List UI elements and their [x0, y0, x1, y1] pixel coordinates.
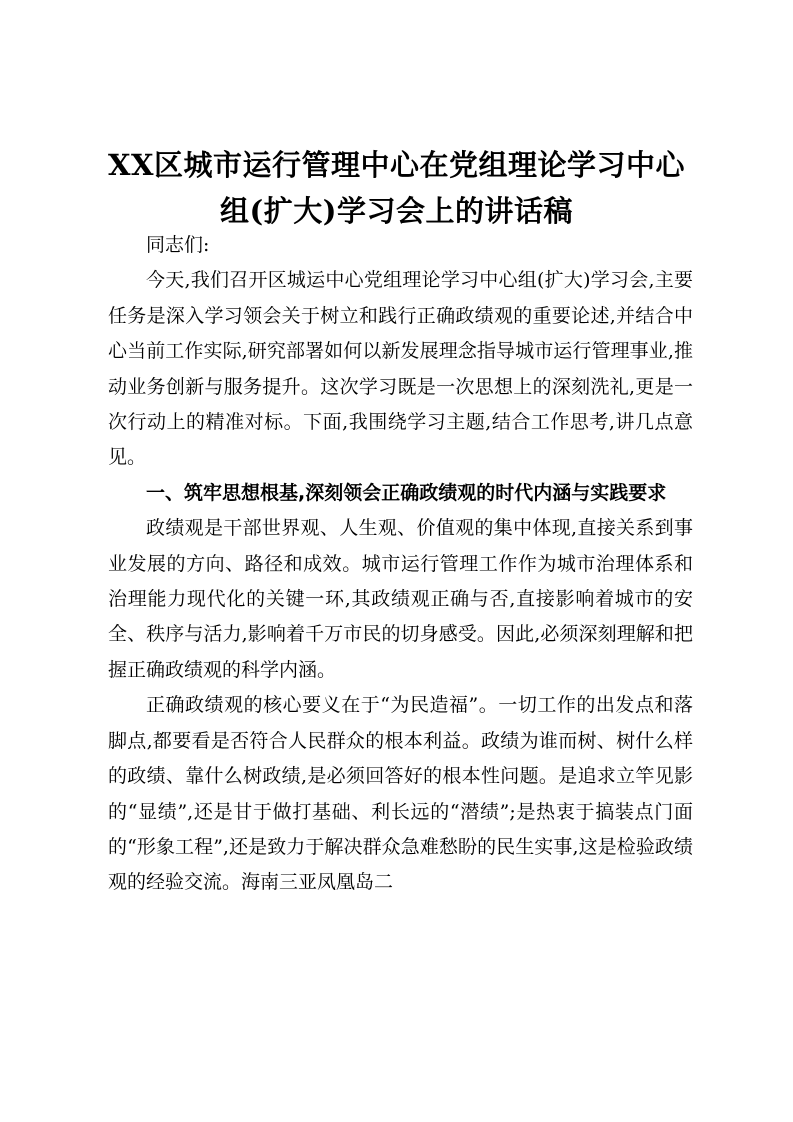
title-line-1: XX区城市运行管理中心在党组理论学习中心: [107, 148, 685, 182]
document-body: [108, 228, 693, 901]
title-line-2: 组(扩大)学习会上的讲话稿: [220, 194, 573, 228]
salutation: 同志们:: [146, 234, 210, 256]
section-heading-1: 一、筑牢思想根基,深刻领会正确政绩观的时代内涵与实践要求: [146, 481, 667, 504]
paragraph: 正确政绩观的核心要义在于“为民造福”。一切工作的出发点和落脚点,都要看是否符合人民群众的根本利益。政绩为谁而树、树什么样的政绩、靠什么树政绩,是必须回答好的根本性问题。是追求立竿见影的“显绩”,还是甘于做打基础、利长远的“潜绩”;是热衷于搞装点门面的“形象工程”,还是致力于解决群众急难愁盼的民生实事,这是检验政绩观的经验交流。海南三亚凤凰岛二: [108, 694, 693, 894]
paragraph-intro: 今天,我们召开区城运中心党组理论学习中心组(扩大)学习会,主要任务是深入学习领会关于树立和践行正确政绩观的重要论述,并结合中心当前工作实际,研究部署如何以新发展理念指导城市运行管理事业,推动业务创新与服务提升。这次学习既是一次思想上的深刻洗礼,更是一次行动上的精准对标。下面,我围绕学习主题,结合工作思考,讲几点意见。: [108, 269, 693, 469]
paragraph: 政绩观是干部世界观、人生观、价值观的集中体现,直接关系到事业发展的方向、路径和成效。城市运行管理工作作为城市治理体系和治理能力现代化的关键一环,其政绩观正确与否,直接影响着城市的安全、秩序与活力,影响着千万市民的切身感受。因此,必须深刻理解和把握正确政绩观的科学内涵。: [108, 517, 693, 681]
document-title: [100, 142, 693, 234]
